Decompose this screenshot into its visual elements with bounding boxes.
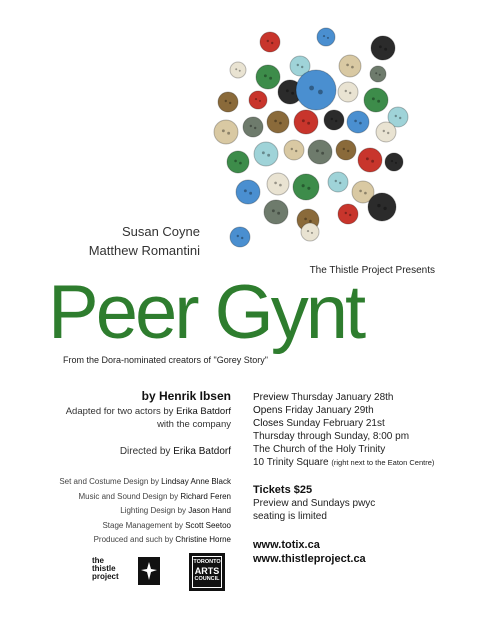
credit-role: Stage Management by	[102, 520, 183, 530]
button-hole	[235, 68, 237, 70]
ticket-price: Tickets $25	[253, 484, 313, 496]
button-hole	[286, 89, 289, 92]
button-shape	[358, 148, 382, 172]
button-hole	[277, 212, 280, 215]
schedule	[253, 391, 475, 469]
buttons-illustration	[198, 22, 413, 252]
button-hole	[297, 64, 299, 66]
address-note: (right next to the Eaton Centre)	[331, 458, 435, 467]
schedule-label: Closes	[253, 418, 284, 429]
schedule-value: Sunday February 21st	[286, 418, 385, 429]
button-hole	[379, 74, 381, 76]
adaptation-credit	[10, 405, 231, 431]
button-hole	[399, 117, 401, 119]
button-hole	[295, 150, 297, 152]
button-hole	[395, 115, 397, 117]
button-hole	[229, 102, 231, 104]
adaptation-name: Erika Batdorf	[176, 406, 231, 417]
logo-text: thistle	[92, 564, 116, 573]
button-hole	[366, 157, 369, 160]
button-hole	[383, 207, 386, 210]
button-hole	[269, 77, 272, 80]
button-hole	[291, 92, 294, 95]
subtitle: From the Dora-nominated creators of "Gorey Story"	[63, 355, 268, 365]
button-shape	[301, 223, 319, 241]
button-hole	[307, 230, 309, 232]
button-hole	[318, 90, 323, 95]
logo-text: the	[92, 556, 104, 565]
credit-role: Produced and such by	[93, 535, 174, 544]
address-main: 10 Trinity Square	[253, 457, 329, 468]
button-shape	[385, 153, 403, 171]
button-hole	[279, 122, 282, 125]
logo-text: TORONTO	[193, 559, 221, 565]
schedule-label: Preview	[253, 392, 289, 403]
button-hole	[222, 129, 225, 132]
button-hole	[331, 118, 333, 120]
show-title: Peer Gynt	[48, 270, 364, 355]
button-shape	[227, 151, 249, 173]
button-shape	[347, 111, 369, 133]
logo-text: project	[92, 572, 119, 581]
button-hole	[383, 130, 385, 132]
button-hole	[349, 92, 351, 94]
thistle-project-logo	[92, 557, 160, 587]
button-shape	[376, 122, 396, 142]
credit-name: Lindsay Anne Black	[161, 477, 231, 486]
button-shape	[338, 82, 358, 102]
button-shape	[267, 173, 289, 195]
credit-name: Christine Horne	[175, 535, 231, 544]
credit-name: Jason Hand	[188, 506, 231, 515]
button-hole	[279, 184, 282, 187]
button-hole	[364, 192, 367, 195]
button-shape	[267, 111, 289, 133]
button-hole	[250, 125, 252, 127]
button-hole	[347, 150, 349, 152]
button-hole	[267, 40, 269, 42]
credit-line	[10, 519, 231, 534]
adaptation-label: Adapted for two actors by	[65, 406, 174, 417]
schedule-label: Opens	[253, 405, 283, 416]
button-hole	[371, 160, 374, 163]
button-hole	[321, 152, 324, 155]
schedule-value: Thursday January 28th	[291, 392, 394, 403]
button-hole	[307, 122, 310, 125]
thistle-icon	[130, 557, 160, 587]
button-shape	[296, 70, 336, 110]
button-hole	[339, 182, 341, 184]
button-shape	[368, 193, 396, 221]
button-shape	[370, 66, 386, 82]
adaptation-line2: with the company	[157, 419, 231, 430]
direction-credit	[10, 445, 231, 458]
button-hole	[351, 66, 354, 69]
button-hole	[377, 204, 380, 207]
button-shape	[230, 62, 246, 78]
button-shape	[338, 204, 358, 224]
schedule-value: Friday January 29th	[285, 405, 374, 416]
venue: The Church of the Holy Trinity	[253, 444, 386, 455]
button-hole	[384, 48, 387, 51]
button-shape	[339, 55, 361, 77]
button-hole	[311, 232, 313, 234]
button-hole	[391, 160, 393, 162]
button-hole	[335, 180, 337, 182]
button-hole	[387, 132, 389, 134]
website-link[interactable]: www.totix.ca	[253, 539, 320, 551]
credit-role: Music and Sound Design by	[78, 491, 179, 501]
button-shape	[364, 88, 388, 112]
button-hole	[304, 218, 307, 221]
button-hole	[377, 100, 380, 103]
credit-line	[10, 504, 231, 519]
button-hole	[359, 190, 362, 193]
logo-text: ARTS	[194, 566, 220, 576]
button-hole	[234, 160, 237, 163]
button-hole	[239, 70, 241, 72]
button-hole	[302, 119, 305, 122]
button-hole	[227, 132, 230, 135]
button-hole	[309, 220, 312, 223]
direction-label: Directed by	[119, 446, 171, 457]
credit-line	[10, 533, 231, 548]
credit-line	[10, 475, 231, 490]
credit-name: Richard Feren	[180, 491, 231, 501]
button-hole	[375, 72, 377, 74]
button-hole	[346, 64, 349, 67]
credit-name: Scott Seetoo	[185, 520, 231, 530]
button-hole	[254, 127, 256, 129]
logo-text: COUNCIL	[194, 576, 220, 582]
schedule-line	[253, 417, 475, 430]
button-hole	[323, 35, 325, 37]
button-hole	[345, 90, 347, 92]
button-hole	[307, 187, 310, 190]
credit-role: Set and Costume Design by	[59, 477, 159, 486]
button-shape	[308, 140, 332, 164]
button-hole	[349, 214, 351, 216]
button-hole	[343, 148, 345, 150]
button-shape	[214, 120, 238, 144]
button-shape	[249, 91, 267, 109]
cast-list	[60, 222, 200, 260]
button-shape	[324, 110, 344, 130]
button-hole	[241, 237, 243, 239]
button-hole	[264, 74, 267, 77]
ticket-line: Preview and Sundays pwyc	[253, 498, 376, 509]
button-hole	[354, 120, 357, 123]
cast-member: Susan Coyne	[121, 224, 200, 239]
button-shape	[328, 172, 348, 192]
button-hole	[372, 97, 375, 100]
button-hole	[345, 212, 347, 214]
button-hole	[395, 162, 397, 164]
button-shape	[218, 92, 238, 112]
button-hole	[379, 45, 382, 48]
button-shape	[230, 227, 250, 247]
cast-member: Matthew Romantini	[88, 243, 200, 258]
address	[253, 456, 475, 469]
button-hole	[274, 120, 277, 123]
button-hole	[301, 66, 303, 68]
button-hole	[335, 120, 337, 122]
credit-role: Lighting Design by	[120, 506, 187, 515]
websites	[253, 538, 475, 566]
button-hole	[239, 162, 242, 165]
toronto-arts-council-logo	[189, 553, 225, 591]
button-shape	[284, 140, 304, 160]
ticket-line: seating is limited	[253, 511, 327, 522]
schedule-line	[253, 391, 475, 404]
button-hole	[255, 98, 257, 100]
button-shape	[294, 110, 318, 134]
button-shape	[371, 36, 395, 60]
button-hole	[237, 235, 239, 237]
button-hole	[271, 42, 273, 44]
button-shape	[260, 32, 280, 52]
button-shape	[264, 200, 288, 224]
ticket-info	[253, 484, 475, 523]
schedule-line	[253, 404, 475, 417]
director-name: Erika Batdorf	[173, 446, 231, 457]
button-hole	[316, 149, 319, 152]
button-shape	[254, 142, 278, 166]
button-hole	[225, 100, 227, 102]
button-hole	[259, 100, 261, 102]
button-hole	[309, 86, 314, 91]
button-hole	[262, 151, 265, 154]
button-shape	[336, 140, 356, 160]
button-hole	[272, 209, 275, 212]
button-hole	[249, 192, 252, 195]
button-hole	[327, 37, 329, 39]
button-shape	[236, 180, 260, 204]
button-hole	[267, 154, 270, 157]
button-hole	[274, 182, 277, 185]
button-shape	[243, 117, 263, 137]
production-credits	[10, 475, 231, 548]
show-times: Thursday through Sunday, 8:00 pm	[253, 431, 410, 442]
button-hole	[302, 184, 305, 187]
button-shape	[256, 65, 280, 89]
credit-line	[10, 490, 231, 505]
author: by Henrik Ibsen	[141, 389, 231, 403]
website-link[interactable]: www.thistleproject.ca	[253, 553, 366, 565]
button-shape	[317, 28, 335, 46]
button-hole	[291, 148, 293, 150]
button-hole	[244, 189, 247, 192]
button-hole	[359, 122, 362, 125]
button-shape	[293, 174, 319, 200]
presenter-line: The Thistle Project Presents	[309, 265, 435, 276]
